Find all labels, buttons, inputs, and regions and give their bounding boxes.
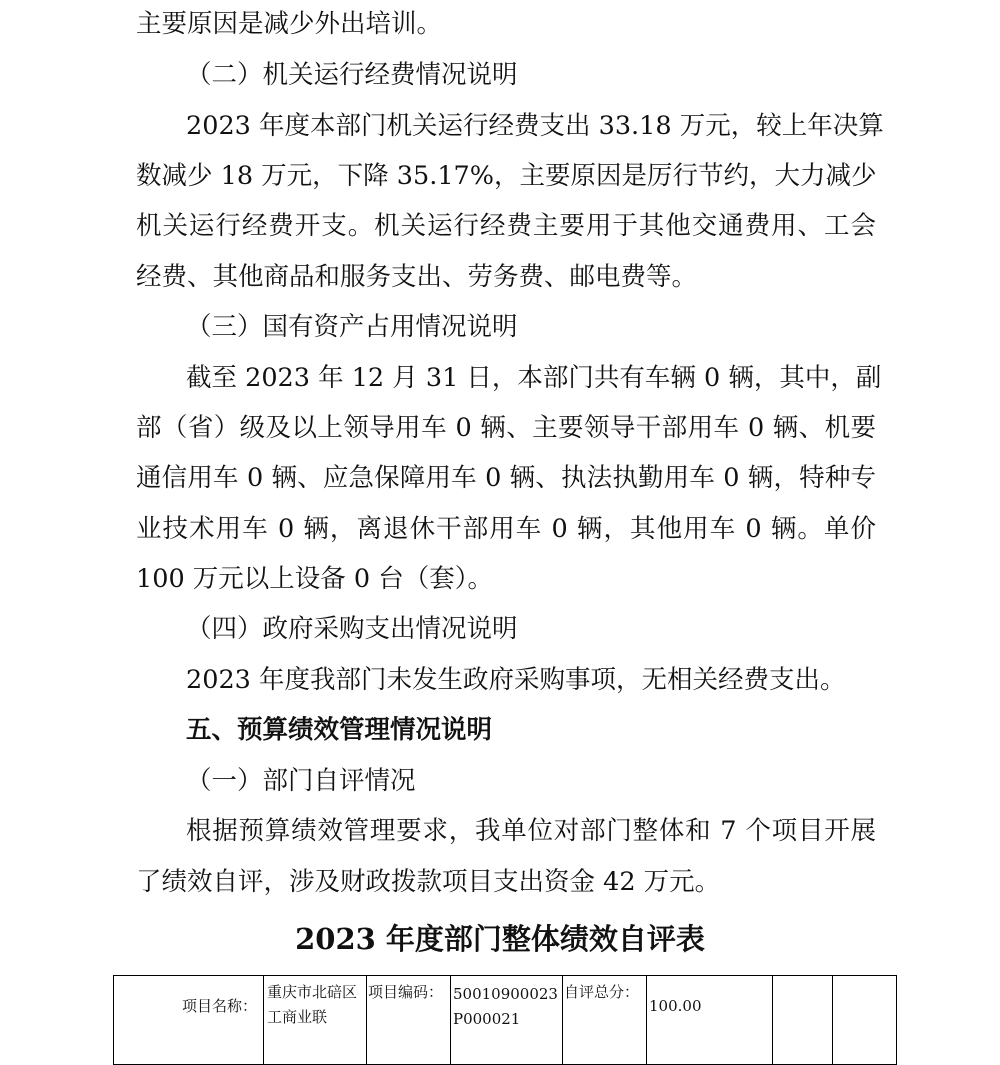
paragraph-line: 通信用车 0 辆、应急保障用车 0 辆、执法执勤用车 0 辆，特种专	[136, 463, 876, 493]
paragraph-line: 经费、其他商品和服务支出、劳务费、邮电费等。	[136, 262, 698, 292]
subsection-heading-4: （四）政府采购支出情况说明	[186, 614, 518, 644]
paragraph-line: 100 万元以上设备 0 台（套）。	[136, 564, 493, 594]
paragraph-line: 根据预算绩效管理要求，我单位对部门整体和 7 个项目开展	[186, 816, 876, 846]
paragraph-line: 了绩效自评，涉及财政拨款项目支出资金 42 万元。	[136, 867, 721, 897]
paragraph-line: 业技术用车 0 辆，离退休干部用车 0 辆，其他用车 0 辆。单价	[136, 514, 876, 544]
paragraph-line: 数减少 18 万元，下降 35.17%，主要原因是厉行节约，大力减少	[136, 161, 877, 191]
paragraph-line: 截至 2023 年 12 月 31 日，本部门共有车辆 0 辆，其中，副	[186, 363, 882, 393]
self-evaluation-table	[113, 975, 897, 1065]
project-name-label: 项目名称：	[114, 976, 264, 1065]
paragraph-line: 部（省）级及以上领导用车 0 辆、主要领导干部用车 0 辆、机要	[136, 413, 876, 443]
subsection-heading-2: （二）机关运行经费情况说明	[186, 60, 518, 90]
self-score-label: 自评总分：	[563, 976, 647, 1065]
project-code-label: 项目编码：	[367, 976, 451, 1065]
empty-cell	[773, 976, 833, 1065]
self-score-value: 100.00	[647, 976, 773, 1065]
table-row	[114, 976, 897, 1065]
table-title: 2023 年度部门整体绩效自评表	[295, 922, 705, 956]
section-heading-5: 五、预算绩效管理情况说明	[186, 715, 493, 745]
paragraph-line: 2023 年度本部门机关运行经费支出 33.18 万元，较上年决算	[186, 111, 884, 141]
paragraph-line: 主要原因是减少外出培训。	[136, 9, 443, 39]
paragraph-line: 机关运行经费开支。机关运行经费主要用于其他交通费用、工会	[136, 211, 876, 241]
empty-cell	[833, 976, 897, 1065]
subsection-heading-5-1: （一）部门自评情况	[186, 766, 416, 796]
project-name-value: 重庆市北碚区工商业联	[264, 976, 367, 1065]
project-code-value: 50010900023P000021	[451, 976, 563, 1065]
subsection-heading-3: （三）国有资产占用情况说明	[186, 312, 518, 342]
paragraph-line: 2023 年度我部门未发生政府采购事项，无相关经费支出。	[186, 665, 846, 695]
